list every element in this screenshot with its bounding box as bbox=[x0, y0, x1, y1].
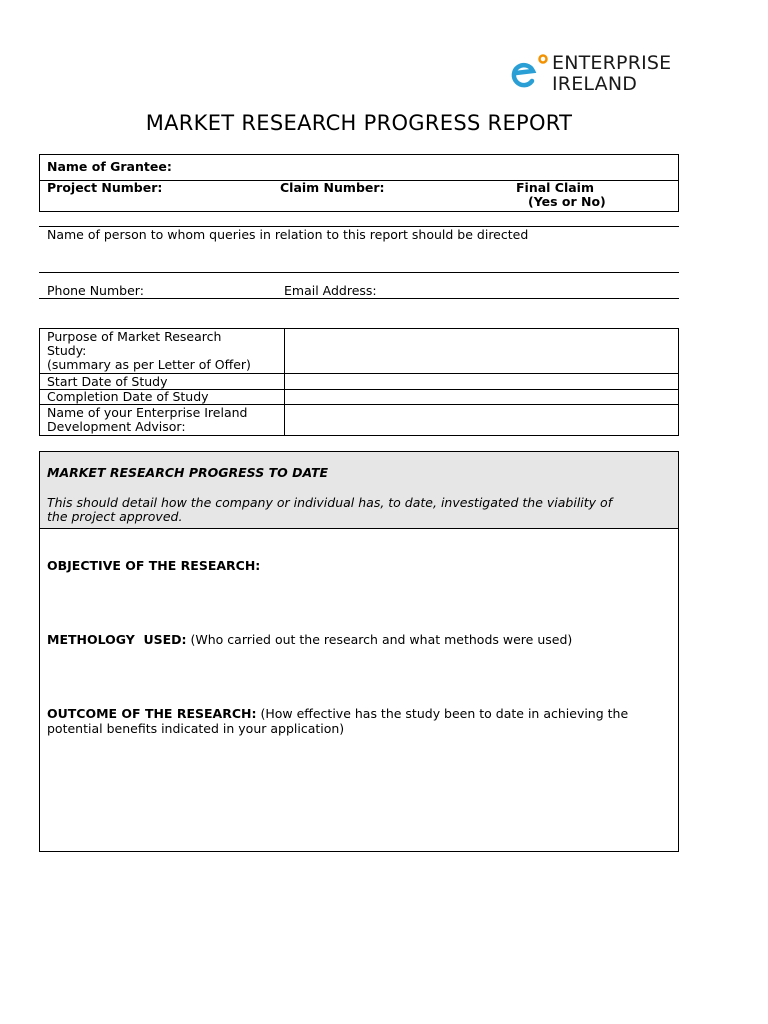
queries-label: Name of person to whom queries in relation to this report should be directed bbox=[47, 227, 529, 242]
logo-text bbox=[552, 53, 671, 95]
purpose-label-line3: (summary as per Letter of Offer) bbox=[47, 357, 251, 372]
progress-desc-line1: This should detail how the company or individual has, to date, investigated the viability of bbox=[47, 495, 613, 510]
logo-line1: ENTERPRISE bbox=[552, 52, 672, 74]
purpose-label-line1: Purpose of Market Research bbox=[47, 329, 222, 344]
start-date-label: Start Date of Study bbox=[47, 374, 168, 389]
methodology-hint: (Who carried out the research and what methods were used) bbox=[186, 632, 573, 647]
outcome-row bbox=[47, 707, 628, 722]
email-label: Email Address: bbox=[284, 283, 377, 298]
project-number-label: Project Number: bbox=[47, 180, 163, 195]
progress-desc-line2: the project approved. bbox=[47, 509, 183, 524]
purpose-label-line2: Study: bbox=[47, 343, 87, 358]
final-claim-hint: (Yes or No) bbox=[528, 194, 606, 209]
completion-date-label: Completion Date of Study bbox=[47, 389, 209, 404]
enterprise-ireland-logo bbox=[508, 52, 671, 96]
contact-bottom-line bbox=[39, 298, 679, 299]
progress-heading: MARKET RESEARCH PROGRESS TO DATE bbox=[47, 465, 329, 480]
advisor-label-line2: Development Advisor: bbox=[47, 419, 186, 434]
grantee-label: Name of Grantee: bbox=[47, 159, 172, 174]
methodology-label: METHOLOGY USED: bbox=[47, 632, 187, 647]
claim-number-label: Claim Number: bbox=[280, 180, 385, 195]
queries-line bbox=[39, 272, 679, 273]
advisor-label-line1: Name of your Enterprise Ireland bbox=[47, 405, 248, 420]
methodology-row bbox=[47, 633, 572, 648]
study-table-column-divider bbox=[284, 328, 285, 436]
logo-mark-icon bbox=[508, 52, 548, 96]
phone-label: Phone Number: bbox=[47, 283, 144, 298]
progress-header-divider bbox=[39, 528, 679, 529]
outcome-hint-line2: potential benefits indicated in your application) bbox=[47, 721, 345, 736]
outcome-label: OUTCOME OF THE RESEARCH: bbox=[47, 706, 257, 721]
logo-line2: IRELAND bbox=[552, 73, 638, 95]
outcome-hint-line1: (How effective has the study been to date in achieving the bbox=[256, 706, 629, 721]
final-claim-label: Final Claim bbox=[516, 180, 594, 195]
page-title: MARKET RESEARCH PROGRESS REPORT bbox=[145, 111, 573, 135]
objective-label: OBJECTIVE OF THE RESEARCH: bbox=[47, 558, 261, 573]
